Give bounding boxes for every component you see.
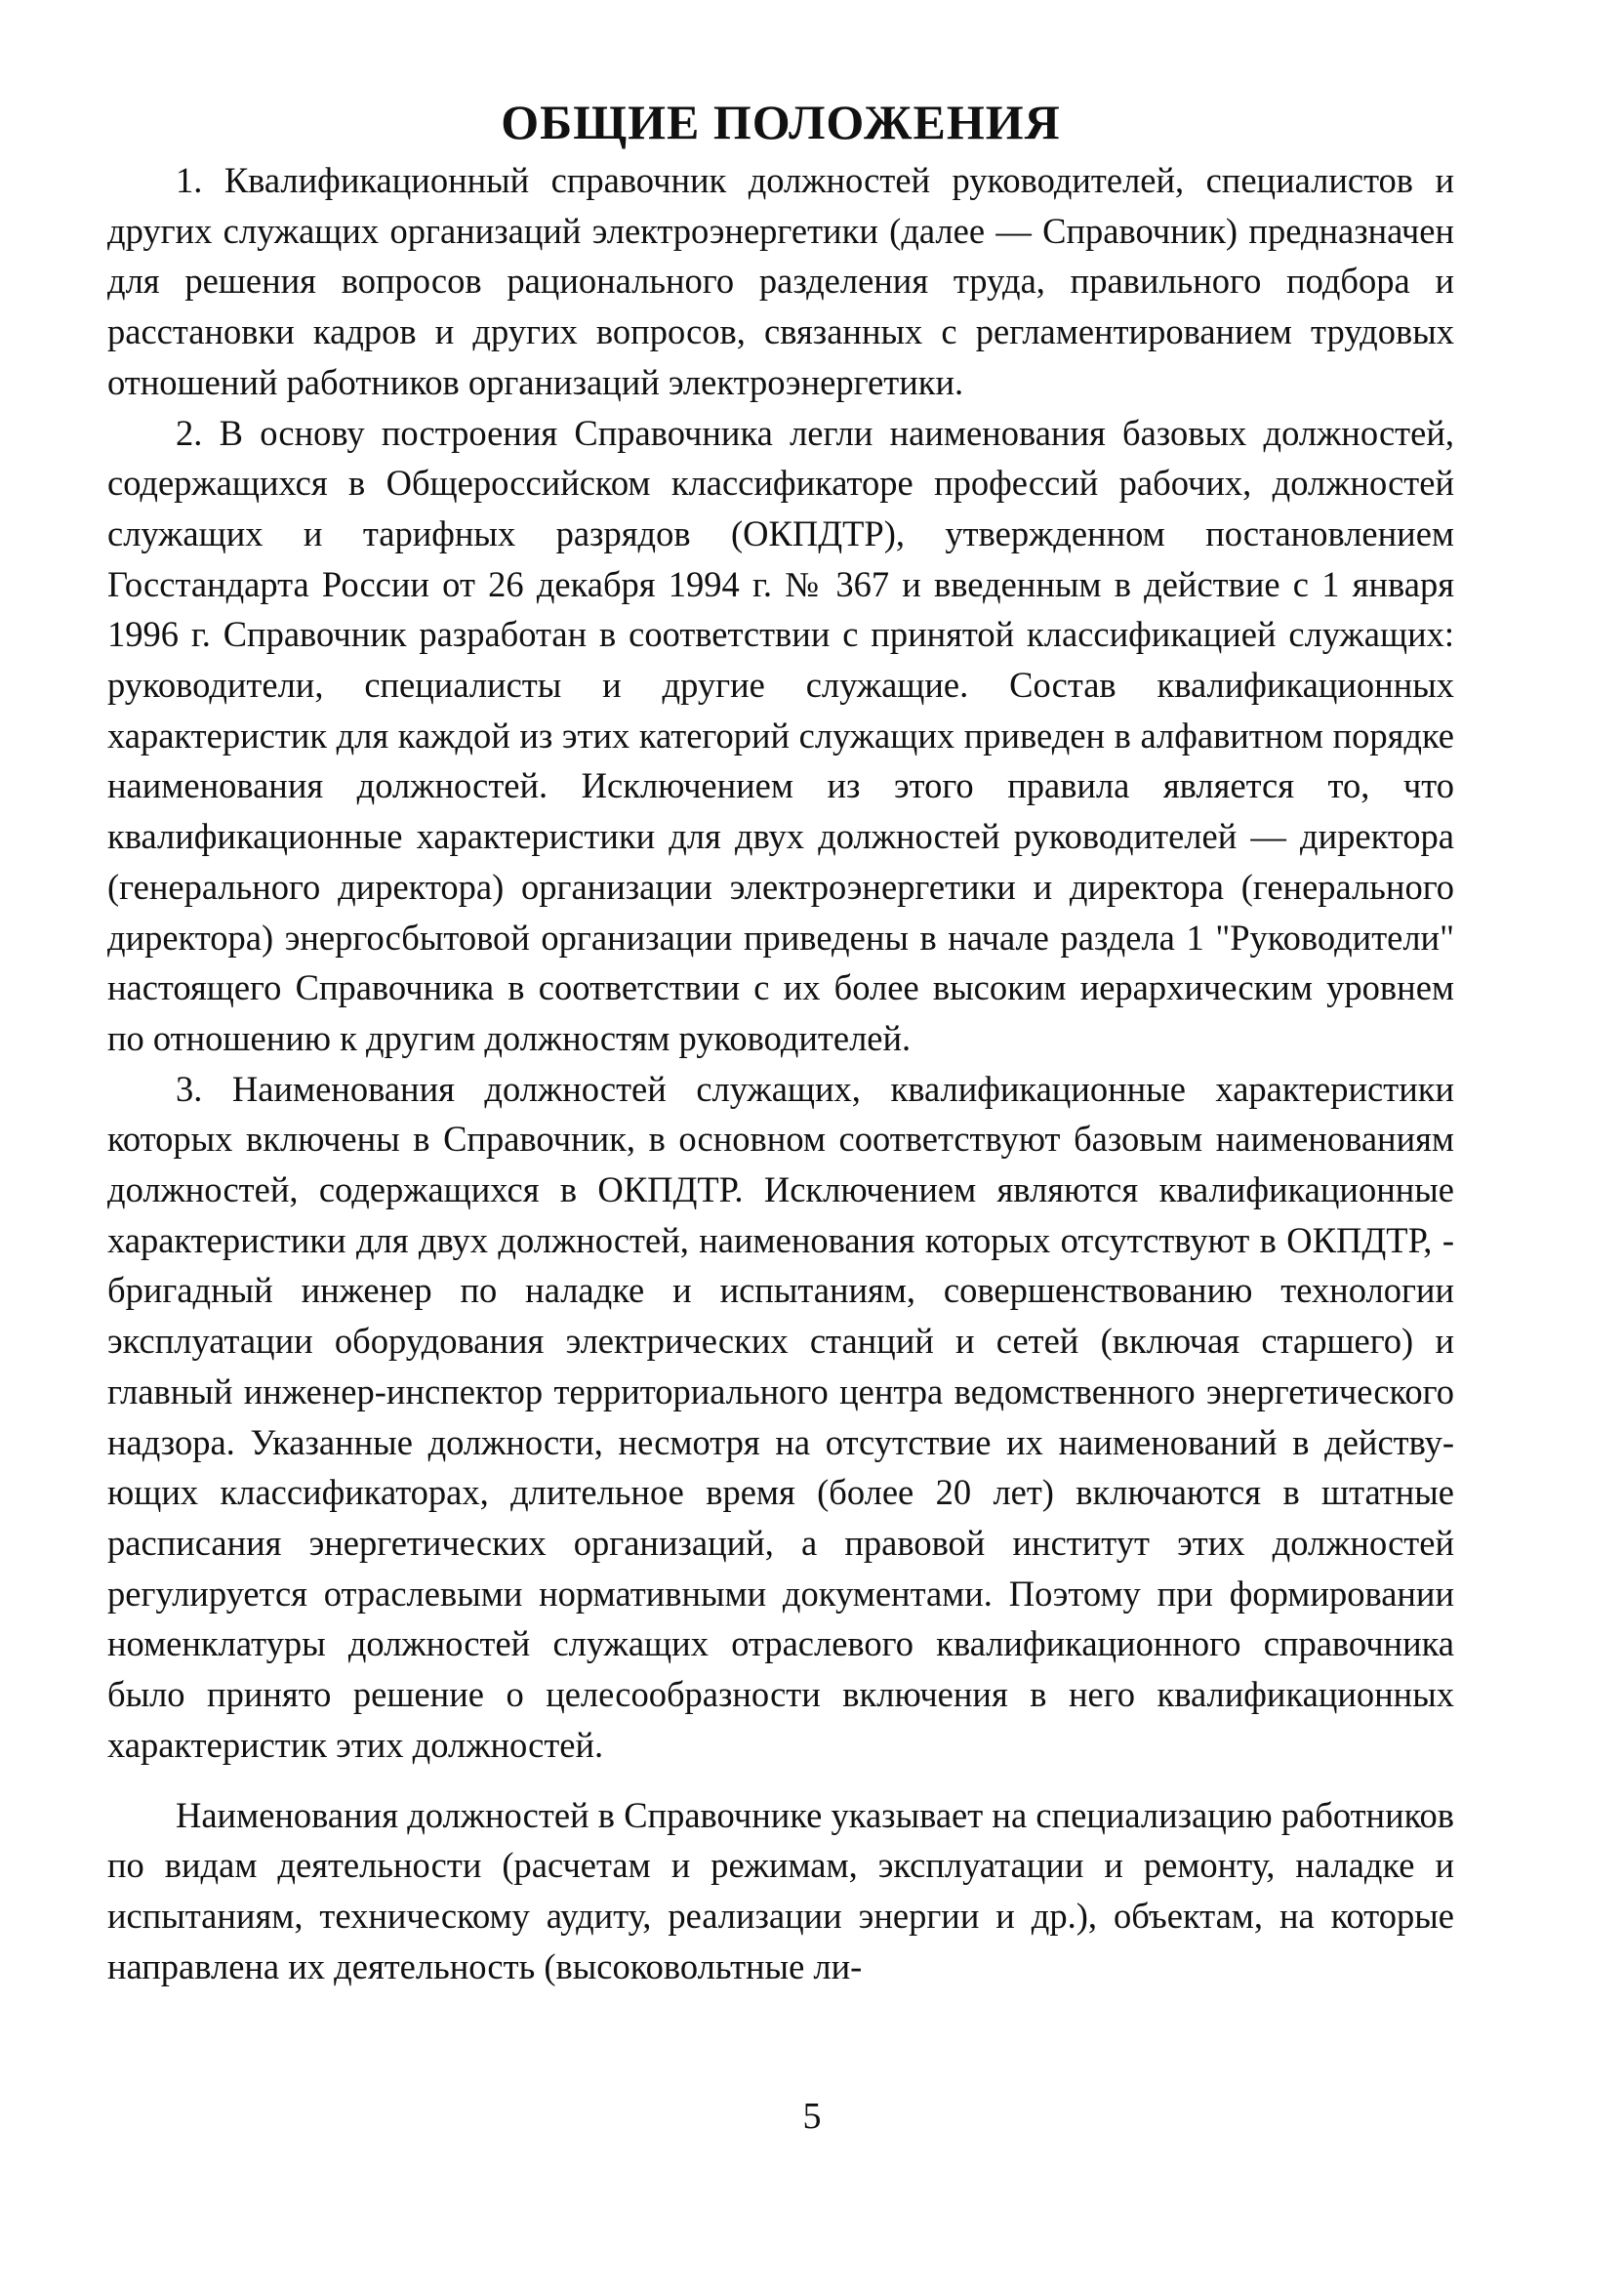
paragraph-1: 1. Квалификационный справочник должностей руководителей, специалистов и других служащих организаций электроэнергетики (далее — Справочник) предназначен для решения вопросов рационального разделения труда, правильного подбора и расстановки кадров и других вопросов, связанных с регламентированием трудовых отношений работников организаций электроэнергетики. (107, 160, 1454, 402)
page-number: 5 (802, 2096, 822, 2137)
paragraph-2: 2. В основу построения Справочника легли наименования базовых должностей, содержащихся в Общероссийском классификаторе профессий рабочих, должностей служащих и тарифных разрядов (ОКПДТР), утвержденном постановлением Госстандарта России от 26 декабря 1994 г. № 367 и введенным в действие с 1 января 1996 г. Справочник разработан в соответствии с принятой классификацией служащих: руководители, специалисты и другие служащие. Состав квалификационных характеристик для каждой из этих категорий служащих приведен в алфавитном порядке наименования должностей. Исключением из этого правила является то, что квалификационные характеристики для двух должностей руководителей — директора (генерального директора) организации электроэнергетики и директора (генерального директора) энергосбытовой организации приведены в начале раздела 1 "Руководители" настоящего Справочника в соответствии с их более высоким иерархическим уровнем по отношению к другим должностям руководителей. (107, 412, 1454, 1058)
document-page (107, 93, 1454, 1991)
paragraph-3: 3. Наименования должностей служащих, квалификационные характеристики которых включены в Справочник, в основном соответствуют базовым наименованиям должностей, содержащихся в ОКПДТР. Исключением являются квалификационные характеристики для двух должностей, наименования которых отсутствуют в ОКПДТР, - бригадный инженер по наладке и испытаниям, совершенствованию технологии эксплуатации оборудования электрических станций и сетей (включая старшего) и главный инженер-инспектор территориального центра ведомственного энергетического надзора. Указанные должности, несмотря на отсутствие их наименований в действующих классификаторах, длительное время (более 20 лет) включаются в штатные расписания энергетических организаций, а правовой институт этих должностей регулируется отраслевыми нормативными документами. Поэтому при формировании номенклатуры должностей служащих отраслевого квалификационного справочника было принято решение о целесообразности включения в него квалификационных характеристик этих должностей. (107, 1068, 1454, 1765)
paragraph-4: Наименования должностей в Справочнике указывает на специализацию работников по видам деятельности (расчетам и режимам, эксплуатации и ремонту, наладке и испытаниям, техническому аудиту, реализации энергии и др.), объектам, на которые направлена их деятельность (высоковольтные ли- (107, 1794, 1454, 1986)
section-title: ОБЩИЕ ПОЛОЖЕНИЯ (501, 95, 1061, 149)
